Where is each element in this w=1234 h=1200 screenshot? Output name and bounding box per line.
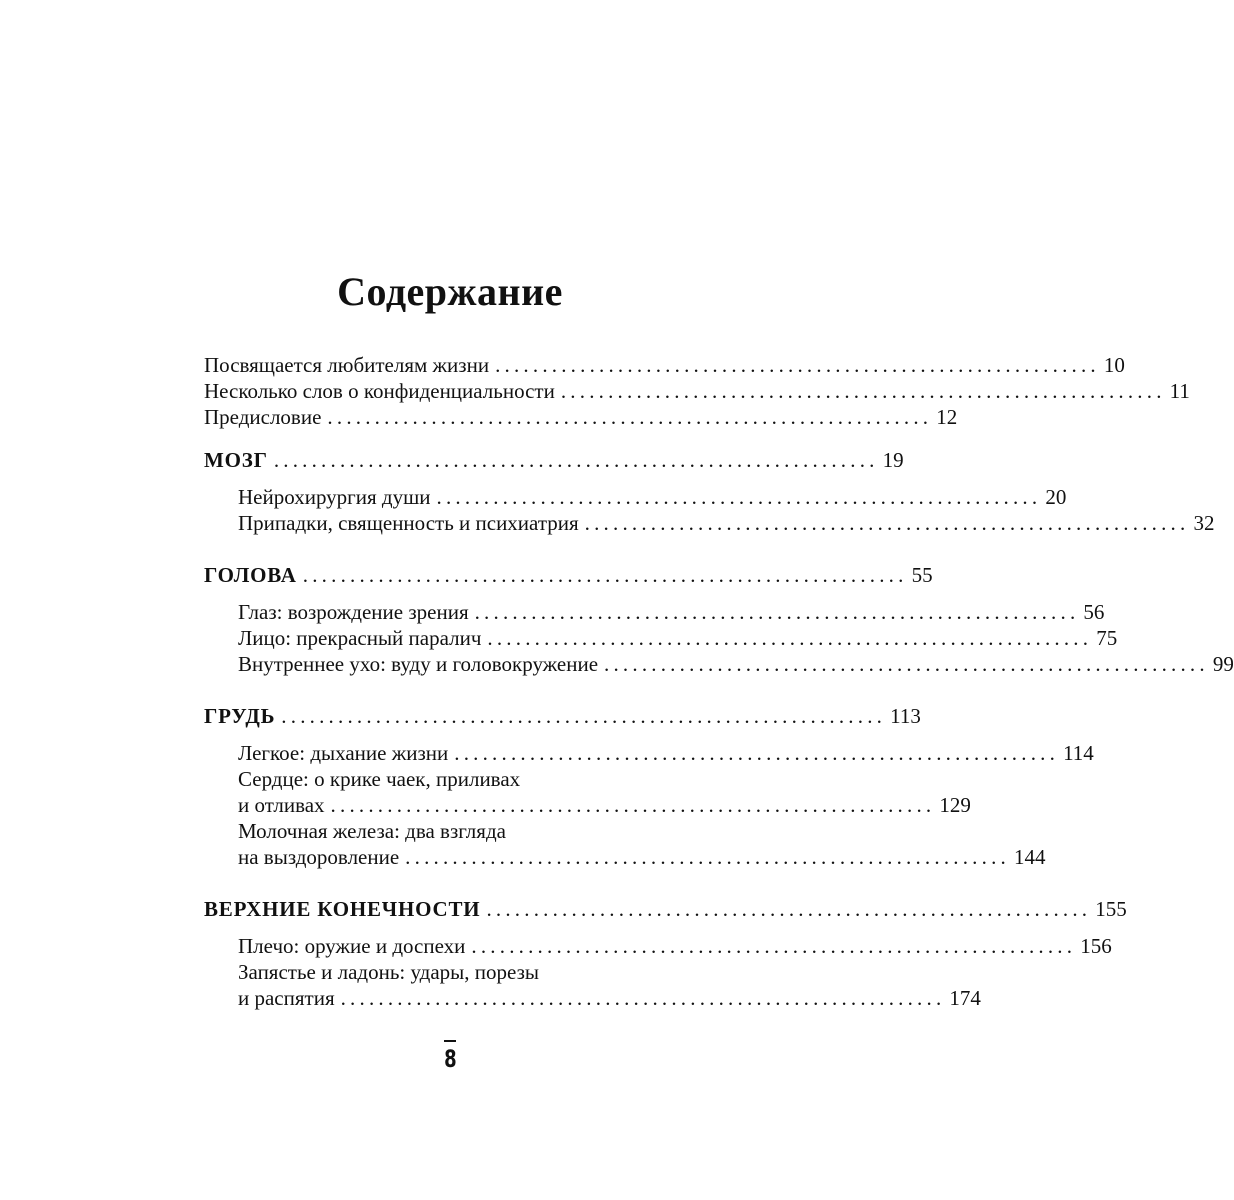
toc-entry-title: Легкое: дыхание жизни xyxy=(238,740,454,766)
table-of-contents xyxy=(204,352,1234,1011)
dot-leader: ................................................................ xyxy=(584,511,1190,535)
toc-entry xyxy=(204,651,1234,677)
toc-page-number: 129 xyxy=(939,793,971,817)
dot-leader: ................................................................ xyxy=(281,704,887,728)
dot-leader: ................................................................ xyxy=(495,353,1100,377)
toc-page-number: 144 xyxy=(1013,845,1046,869)
page-footer xyxy=(0,1040,900,1072)
toc-entry-title: Несколько слов о конфиденциальности xyxy=(204,378,561,404)
dot-leader: ................................................................ xyxy=(273,448,879,472)
toc-entry-title: на выздоровление xyxy=(238,844,405,870)
page-number-rule xyxy=(444,1040,456,1042)
toc-entry-title: Припадки, священность и психиатрия xyxy=(238,510,585,536)
toc-entry-title-line1: Сердце: о крике чаек, приливах xyxy=(238,767,521,791)
toc-entry xyxy=(204,484,1067,510)
toc-page-number: 155 xyxy=(1095,897,1127,921)
toc-section-chest xyxy=(204,703,921,729)
toc-section-brain xyxy=(204,447,904,473)
toc-page-number: 56 xyxy=(1083,600,1105,624)
toc-section-title: ГОЛОВА xyxy=(204,562,303,588)
toc-entry-title: Плечо: оружие и доспехи xyxy=(238,933,471,959)
toc-page-number: 113 xyxy=(890,704,921,728)
dot-leader: ................................................................ xyxy=(454,741,1060,765)
toc-entry xyxy=(204,844,1046,870)
toc-section-title: МОЗГ xyxy=(204,447,274,473)
page-number: 8 xyxy=(443,1045,457,1073)
toc-page-number: 12 xyxy=(936,405,958,429)
dot-leader: ................................................................ xyxy=(330,793,936,817)
toc-entry-title: Глаз: возрождение зрения xyxy=(238,599,475,625)
toc-entry-preface xyxy=(204,404,958,430)
dot-leader: ................................................................ xyxy=(486,897,1092,921)
dot-leader: ................................................................ xyxy=(436,485,1042,509)
dot-leader: ................................................................ xyxy=(604,652,1209,676)
toc-page-number: 75 xyxy=(1096,626,1118,650)
toc-page-number: 10 xyxy=(1103,353,1125,377)
toc-entry xyxy=(204,985,981,1011)
toc-entry xyxy=(204,933,1112,959)
toc-page-number: 19 xyxy=(882,448,904,472)
toc-entry xyxy=(204,599,1105,625)
dot-leader: ................................................................ xyxy=(340,986,946,1010)
toc-entry-title-line1: Запястье и ладонь: удары, порезы xyxy=(238,960,539,984)
toc-page-number: 156 xyxy=(1080,934,1112,958)
page-title: Содержание xyxy=(337,269,563,314)
dot-leader: ................................................................ xyxy=(327,405,933,429)
toc-entry xyxy=(204,510,1215,536)
toc-entry-dedication xyxy=(204,352,1125,378)
toc-entry xyxy=(204,740,1094,766)
toc-entry-title-line1: Молочная железа: два взгляда xyxy=(238,819,506,843)
dot-leader: ................................................................ xyxy=(560,379,1166,403)
toc-section-title: ВЕРХНИЕ КОНЕЧНОСТИ xyxy=(204,896,486,922)
toc-entry-title: и распятия xyxy=(238,985,341,1011)
toc-page-number: 99 xyxy=(1212,652,1234,676)
dot-leader: ................................................................ xyxy=(474,600,1080,624)
toc-entry-title: Лицо: прекрасный паралич xyxy=(238,625,487,651)
toc-entry-title: Нейрохирургия души xyxy=(238,484,437,510)
toc-entry-title: Предисловие xyxy=(204,404,327,430)
toc-entry-title: Посвящается любителям жизни xyxy=(204,352,495,378)
toc-entry xyxy=(204,625,1118,651)
toc-page-number: 114 xyxy=(1063,741,1094,765)
dot-leader: ................................................................ xyxy=(471,934,1077,958)
toc-page-number: 32 xyxy=(1193,511,1215,535)
dot-leader: ................................................................ xyxy=(487,626,1093,650)
toc-page-number: 55 xyxy=(911,563,933,587)
toc-entry xyxy=(204,792,971,818)
dot-leader: ................................................................ xyxy=(302,563,908,587)
toc-entry-title: Внутреннее ухо: вуду и головокружение xyxy=(238,651,604,677)
toc-page-number: 20 xyxy=(1045,485,1067,509)
toc-section-upper-limbs xyxy=(204,896,1127,922)
toc-entry-title: и отливах xyxy=(238,792,331,818)
toc-entry-privacy xyxy=(204,378,1190,404)
toc-page-number: 174 xyxy=(949,986,981,1010)
toc-section-title: ГРУДЬ xyxy=(204,703,281,729)
toc-page-number: 11 xyxy=(1169,379,1190,403)
dot-leader: ................................................................ xyxy=(405,845,1010,869)
toc-section-head xyxy=(204,562,933,588)
